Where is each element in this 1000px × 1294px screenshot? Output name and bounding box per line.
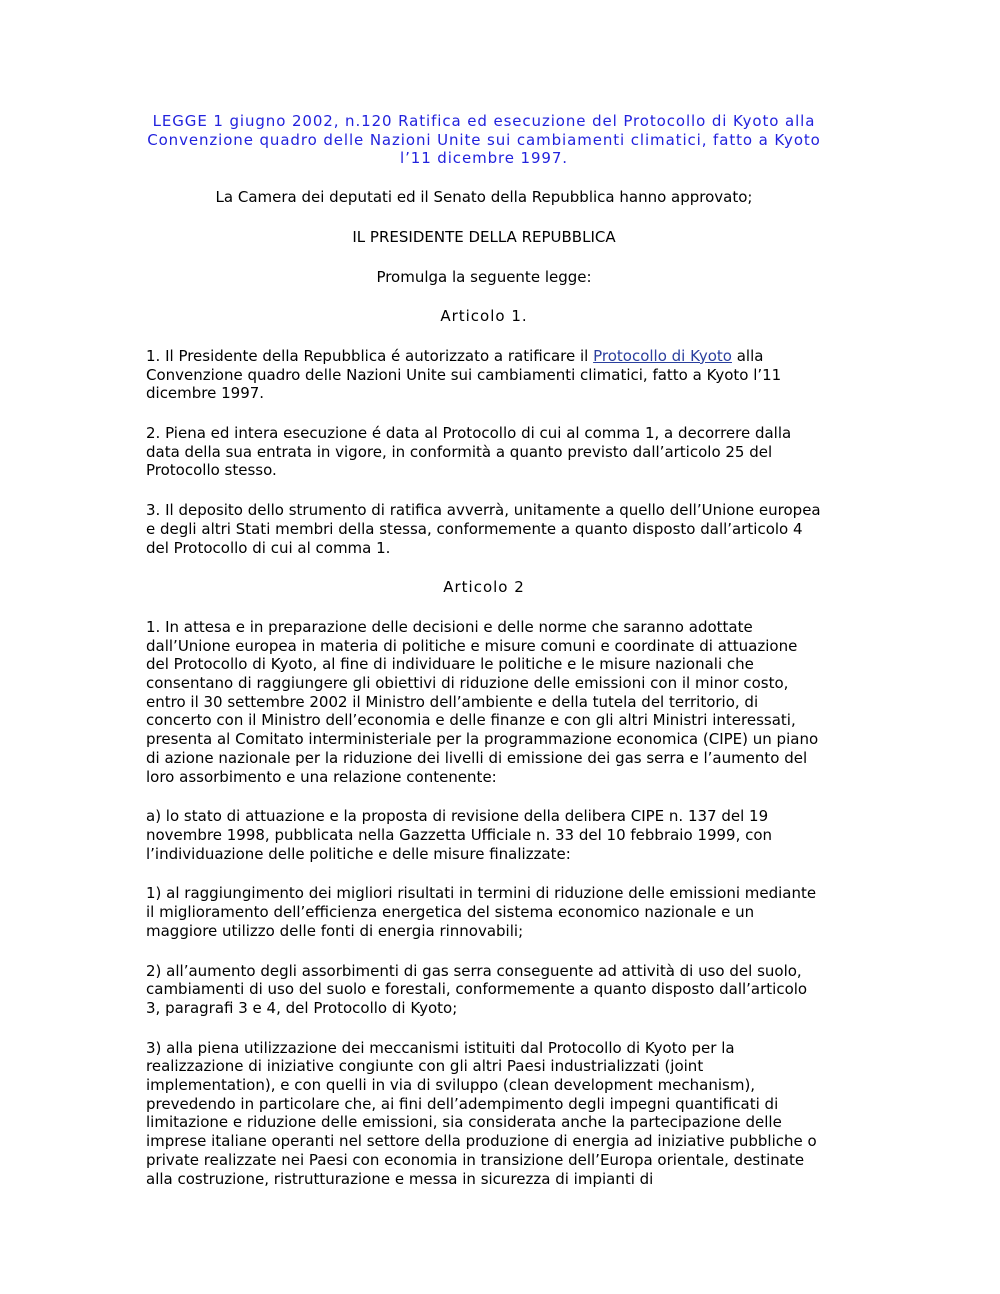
article-2-paragraph-1: 1. In attesa e in preparazione delle decisioni e delle norme che saranno adottate dall’Unione europea in materia di politiche e misure comuni e coordinate di attuazione del Protocollo di Kyoto, al fine di individuare le politiche e le misure nazionali che consentano di raggiungere gli obiettivi di riduzione delle emissioni con il minor costo, entro il 30 settembre 2002 il Ministro dell’ambiente e della tutela del territorio, di concerto con il Ministro dell’economia e delle finanze e con gli altri Ministri interessati, presenta al Comitato interministeriale per la programmazione economica (CIPE) un piano di azione nazionale per la riduzione dei livelli di emissione dei gas serra e l’aumento del loro assorbimento e una relazione contenente: <box>146 617 819 786</box>
article-1-heading: Articolo 1. <box>440 307 528 326</box>
article-1-paragraph-1 <box>146 347 822 403</box>
article-1-paragraph-2: 2. Piena ed intera esecuzione é data al Protocollo di cui al comma 1, a decorrere dalla data della sua entrata in vigore, in conformità a quanto previsto dall’articolo 25 del Protocollo stesso. <box>146 424 792 480</box>
article-1-paragraph-3: 3. Il deposito dello strumento di ratifica avverrà, unitamente a quello dell’Unione europea e degli altri Stati membri della stessa, conformemente a quanto disposto dall’articolo 4 del Protocollo di cui al comma 1. <box>146 501 821 557</box>
article-2-item-1: 1) al raggiungimento dei migliori risultati in termini di riduzione delle emissioni mediante il miglioramento dell’efficienza energetica del sistema economico nazionale e un maggiore utilizzo delle fonti di energia rinnovabili; <box>146 884 817 940</box>
protocollo-di-kyoto-link[interactable]: Protocollo di Kyoto <box>593 346 732 365</box>
article-1-p1-text-after: alla Convenzione quadro delle Nazioni Unite sui cambiamenti climatici, fatto a Kyoto l’11 dicembre 1997. <box>146 346 782 403</box>
article-2-paragraph-a: a) lo stato di attuazione e la proposta di revisione della delibera CIPE n. 137 del 19 novembre 1998, pubblicata nella Gazzetta Ufficiale n. 33 del 10 febbraio 1999, con l’individuazione delle politiche e delle misure finalizzate: <box>146 807 773 863</box>
document-title: LEGGE 1 giugno 2002, n.120 Ratifica ed esecuzione del Protocollo di Kyoto alla Convenzione quadro delle Nazioni Unite sui cambiamenti climatici, fatto a Kyoto l’11 dicembre 1997. <box>147 112 821 168</box>
president-heading: IL PRESIDENTE DELLA REPUBBLICA <box>352 227 616 246</box>
article-2-item-3: 3) alla piena utilizzazione dei meccanismi istituiti dal Protocollo di Kyoto per la realizzazione di iniziative congiunte con gli altri Paesi industrializzati (joint implementation), e con quelli in via di sviluppo (clean development mechanism), prevedendo in particolare che, ai fini dell’adempimento degli impegni quantificati di limitazione e riduzione delle emissioni, sia considerata anche la partecipazione delle imprese italiane operanti nel settore della produzione di energia ad iniziative pubbliche o private realizzate nei Paesi con economia in transizione dell’Europa orientale, destinate alla costruzione, ristrutturazione e messa in sicurezza di impianti di <box>146 1038 817 1188</box>
document-page <box>146 112 822 1209</box>
approval-statement: La Camera dei deputati ed il Senato della Repubblica hanno approvato; <box>215 188 753 207</box>
article-1-p1-text-before: 1. Il Presidente della Repubblica é autorizzato a ratificare il <box>146 346 594 365</box>
article-2-heading: Articolo 2 <box>443 578 525 597</box>
promulgation-line: Promulga la seguente legge: <box>376 267 592 286</box>
article-2-item-2: 2) all’aumento degli assorbimenti di gas serra conseguente ad attività di uso del suolo, cambiamenti di uso del suolo e forestali, conformemente a quanto disposto dall’articolo 3, paragrafi 3 e 4, del Protocollo di Kyoto; <box>146 961 808 1017</box>
